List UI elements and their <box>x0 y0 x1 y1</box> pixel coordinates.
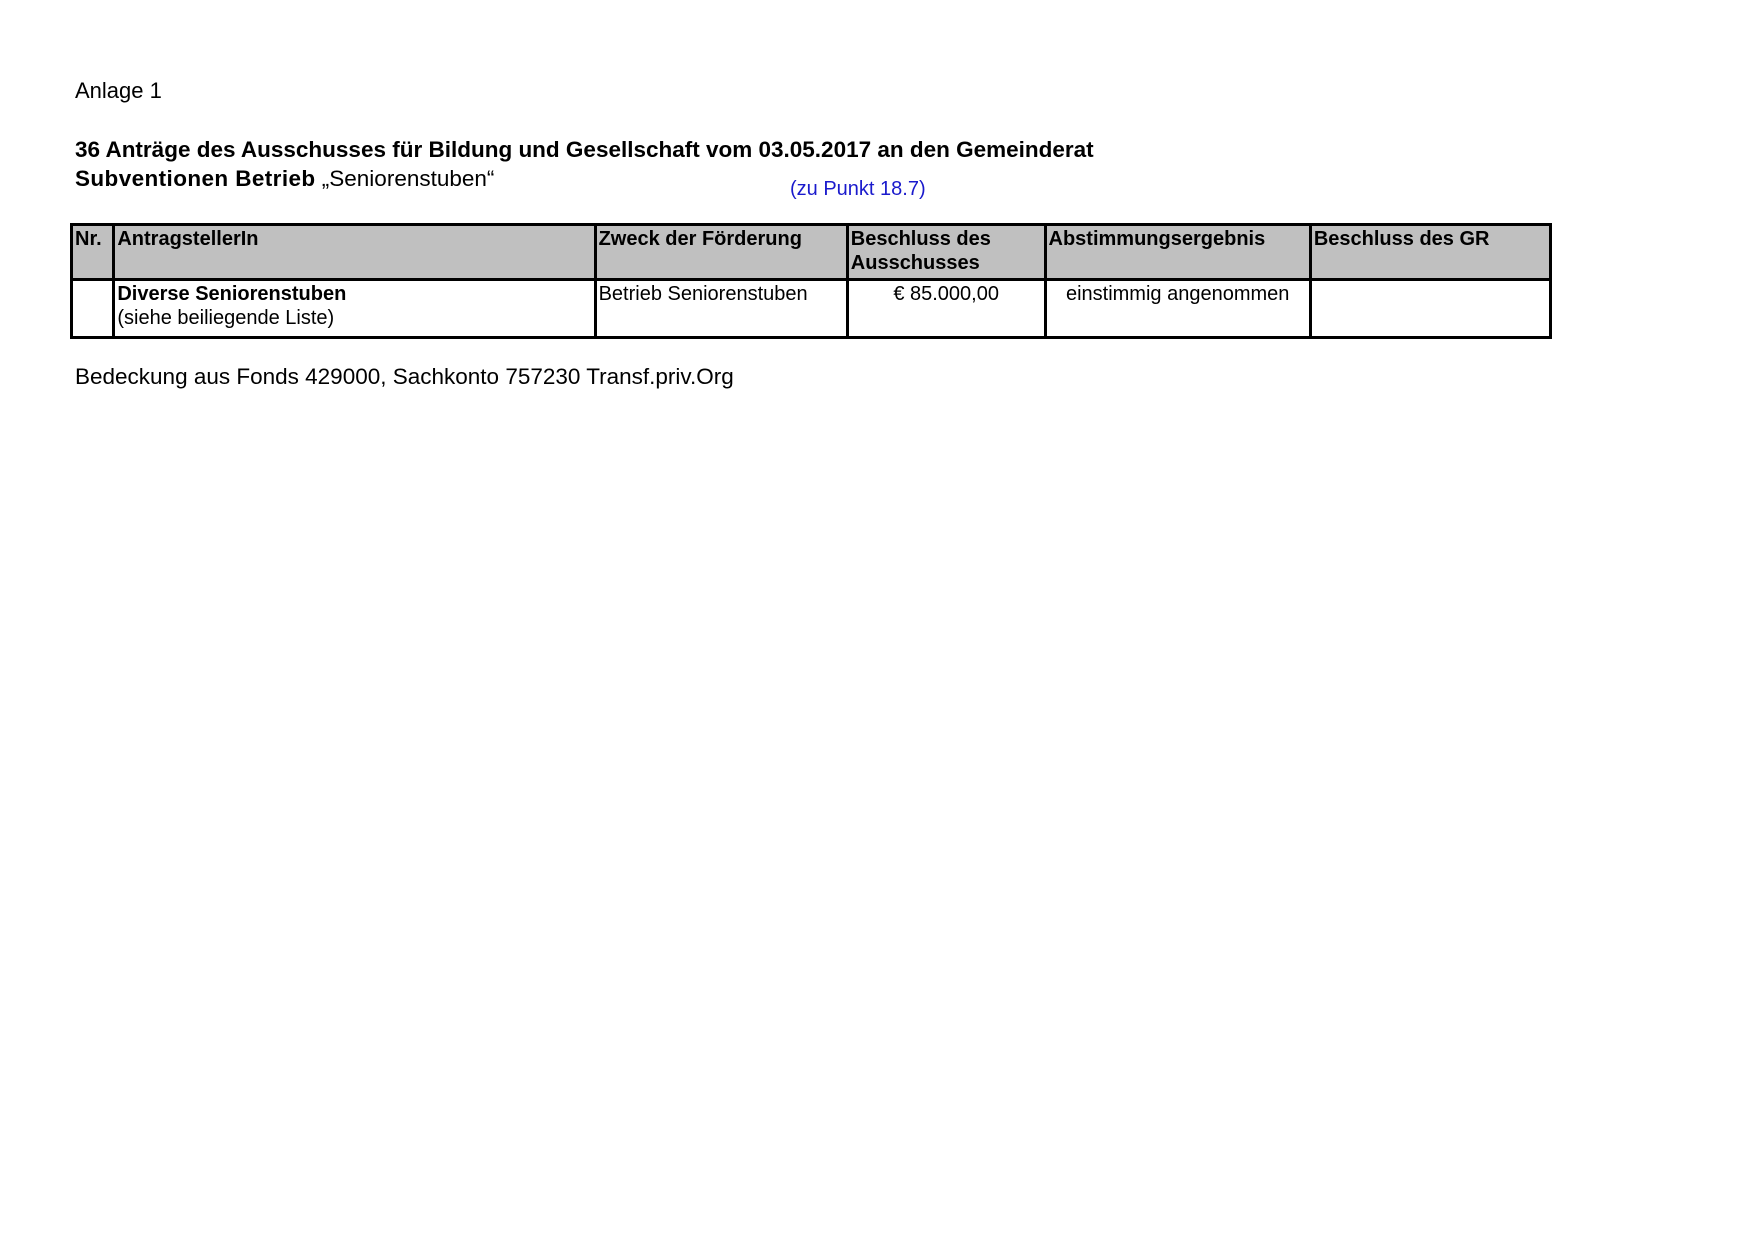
header-committee-decision-line1: Beschluss des <box>850 228 991 250</box>
header-council-decision: Beschluss des GR <box>1310 225 1550 280</box>
header-nr: Nr. <box>72 225 114 280</box>
page-title: 36 Anträge des Ausschusses für Bildung und Gesellschaft vom 03.05.2017 an den Gemeinderat <box>75 137 1094 162</box>
agenda-item-reference: (zu Punkt 18.7) <box>790 178 926 200</box>
cell-committee-decision-amount: € 85.000,00 <box>847 280 1045 338</box>
table-row <box>72 280 1551 338</box>
header-committee-decision-line2: Ausschusses <box>850 252 980 274</box>
header-committee-decision <box>847 225 1045 280</box>
funding-note: Bedeckung aus Fonds 429000, Sachkonto 757230 Transf.priv.Org <box>75 364 734 389</box>
table-header-row <box>72 225 1551 280</box>
attachment-label: Anlage 1 <box>75 78 162 103</box>
applicant-name: Diverse Seniorenstuben <box>117 283 347 305</box>
page-subtitle <box>75 166 494 192</box>
header-vote-result: Abstimmungsergebnis <box>1045 225 1310 280</box>
subsidy-table <box>70 223 1552 339</box>
cell-applicant <box>114 280 595 338</box>
header-purpose: Zweck der Förderung <box>595 225 847 280</box>
cell-purpose: Betrieb Seniorenstuben <box>595 280 847 338</box>
header-applicant: AntragstellerIn <box>114 225 595 280</box>
cell-council-decision <box>1310 280 1550 338</box>
subtitle-bold-part: Subventionen Betrieb <box>75 166 316 191</box>
cell-nr <box>72 280 114 338</box>
subtitle-normal-part: „Seniorenstuben“ <box>315 166 495 191</box>
cell-vote-result: einstimmig angenommen <box>1045 280 1310 338</box>
applicant-note: (siehe beiliegende Liste) <box>117 307 335 329</box>
